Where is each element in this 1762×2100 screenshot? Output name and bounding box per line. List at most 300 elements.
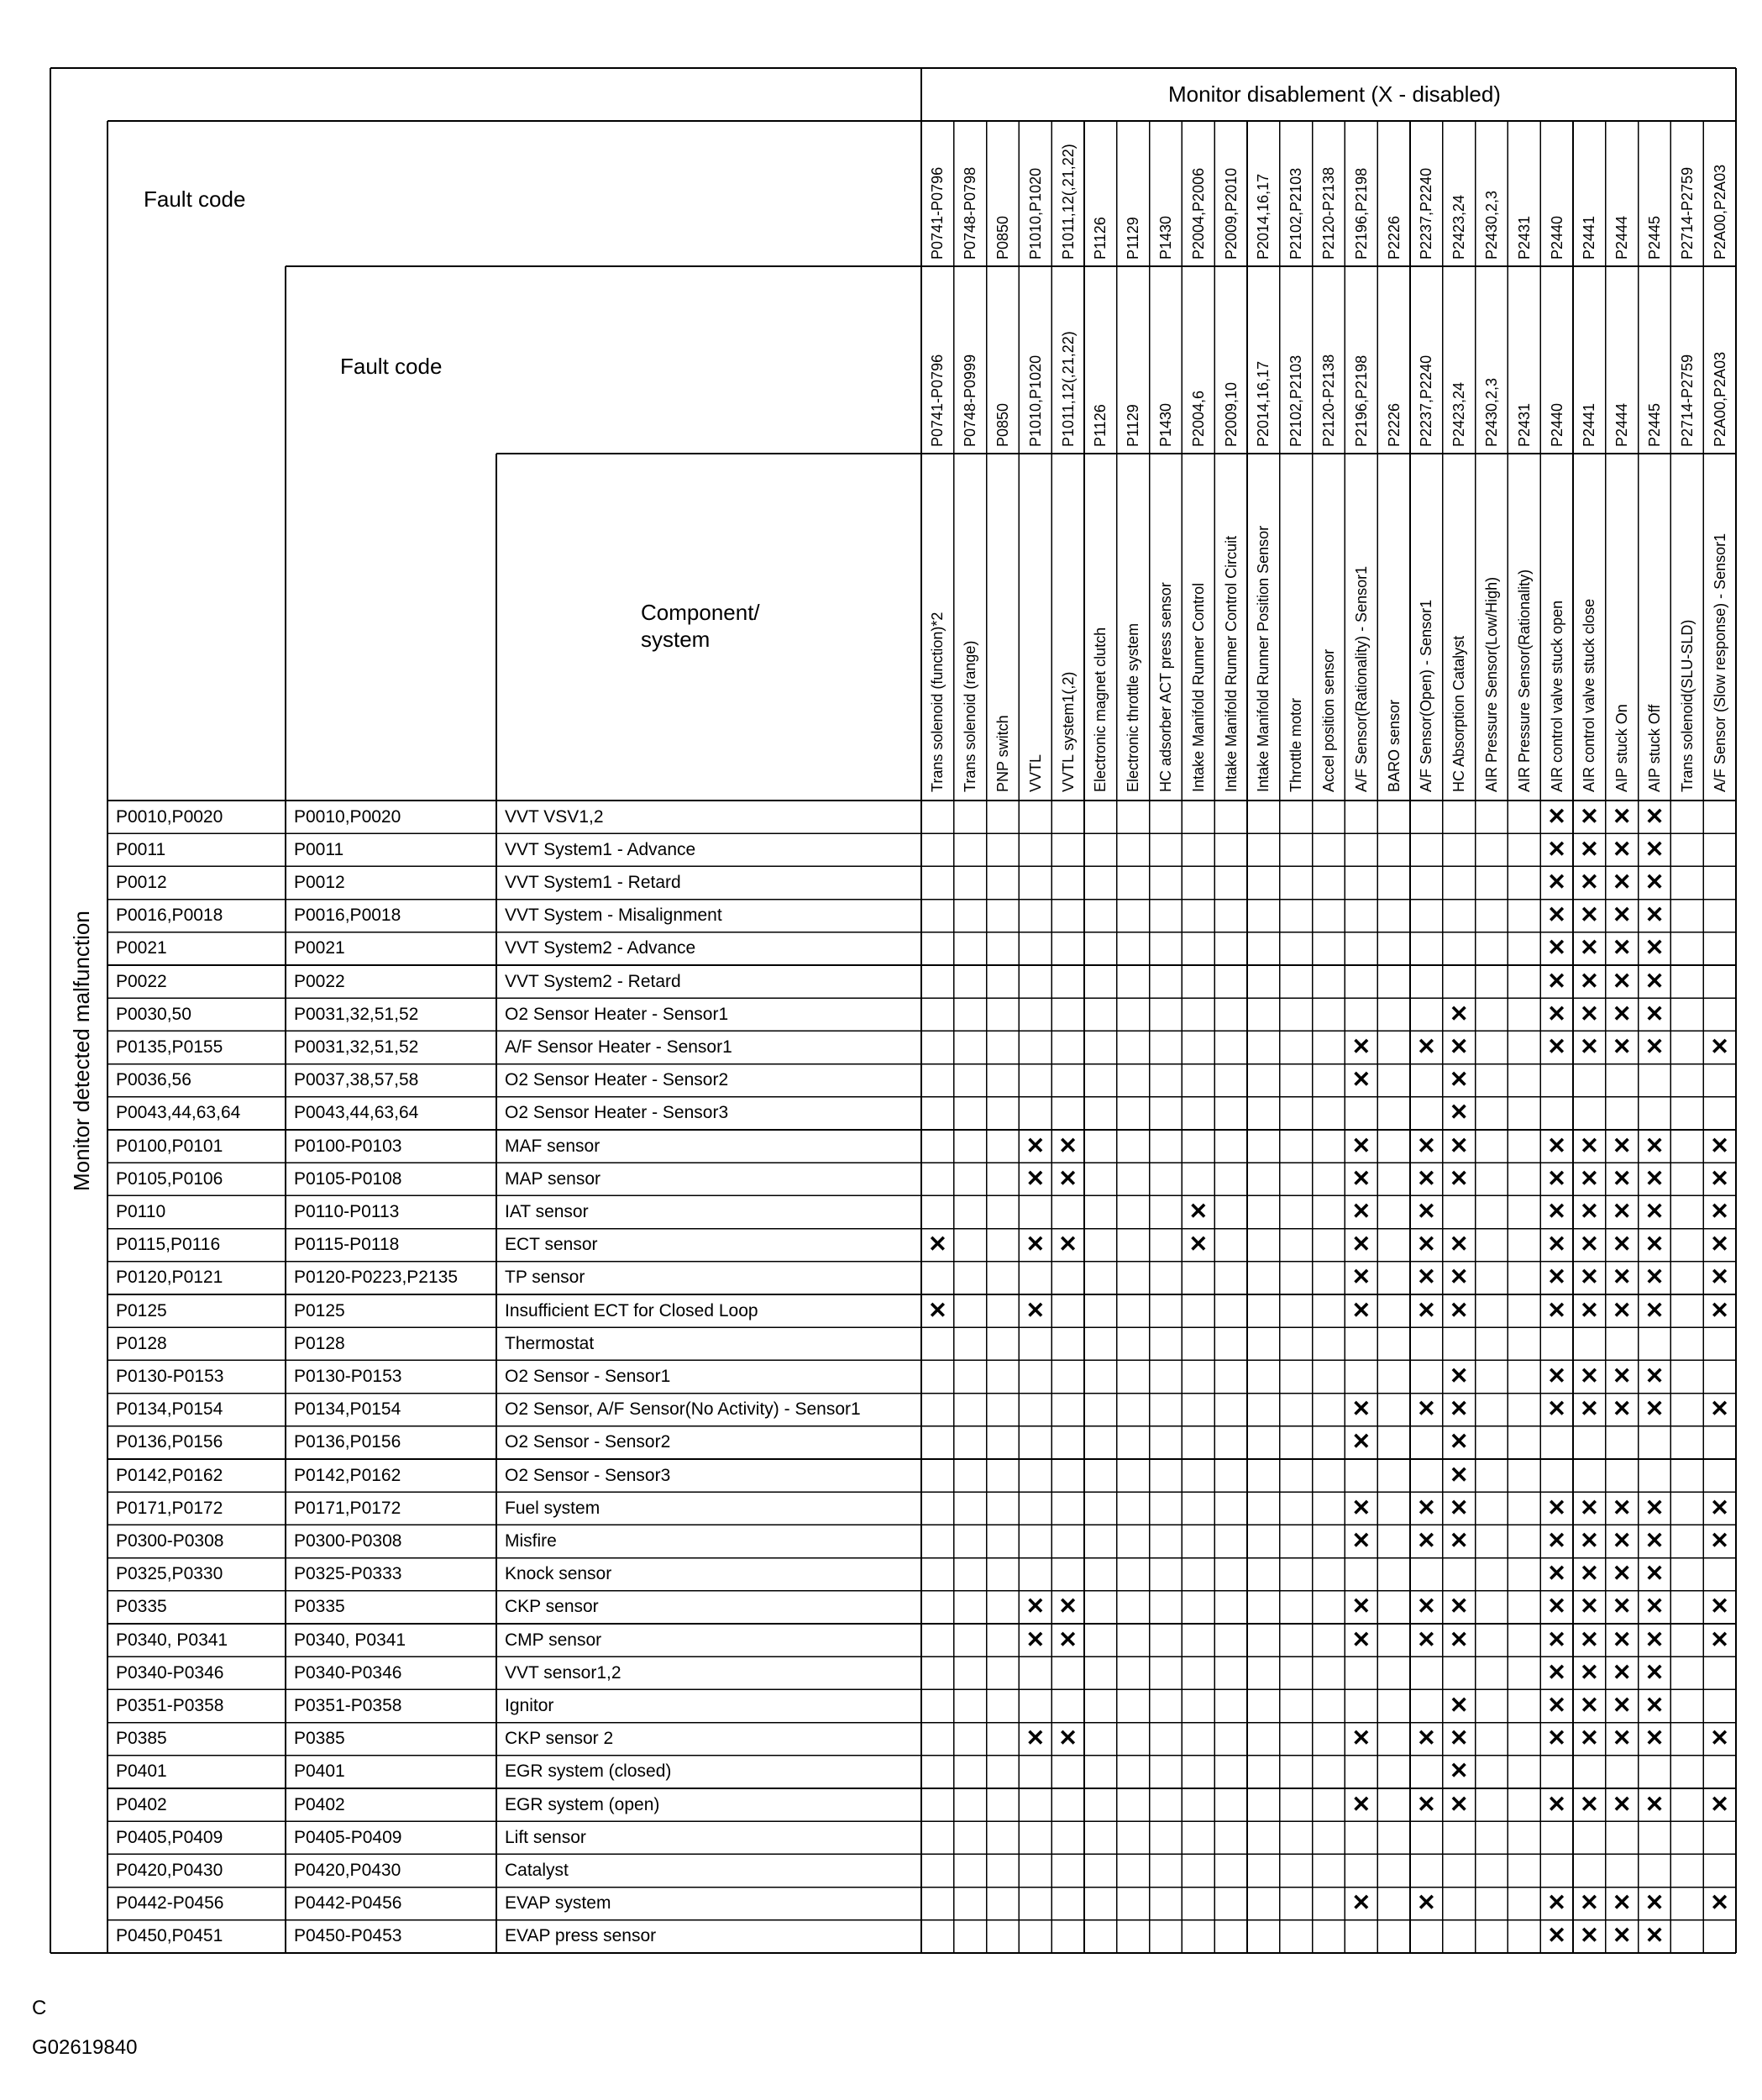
disabled-x-mark: ✕ — [1710, 1890, 1729, 1916]
disabled-x-mark: ✕ — [1644, 1264, 1665, 1290]
disabled-x-mark: ✕ — [1058, 1593, 1078, 1620]
disabled-x-mark: ✕ — [1612, 803, 1632, 829]
row-fault-code: P0405,P0409 — [116, 1827, 223, 1847]
disabled-x-mark: ✕ — [1580, 1199, 1599, 1224]
column-system-name: VVTL system1(,2) — [1059, 671, 1077, 792]
disabled-x-mark: ✕ — [1644, 1890, 1665, 1916]
row-component-system: Knock sensor — [505, 1564, 612, 1584]
column-code-top: P2441 — [1581, 215, 1598, 260]
row-fault-code: P0401 — [116, 1761, 167, 1782]
row-fault-code: P0128 — [116, 1333, 167, 1353]
figure-id: G02619840 — [32, 2036, 138, 2059]
column-code-mid: P1129 — [1125, 404, 1142, 447]
column-code-top: P1129 — [1125, 217, 1142, 260]
disabled-x-mark: ✕ — [1449, 1363, 1469, 1389]
disabled-x-mark: ✕ — [1058, 1132, 1078, 1158]
row-fault-code-detail: P0128 — [294, 1333, 345, 1353]
disabled-x-mark: ✕ — [1612, 1890, 1632, 1916]
column-code-top: P2102,P2103 — [1287, 167, 1305, 260]
disabled-x-mark: ✕ — [1547, 935, 1566, 961]
disabled-x-mark: ✕ — [1612, 1626, 1632, 1652]
row-fault-code-detail: P0120-P0223,P2135 — [294, 1268, 458, 1288]
row-fault-code-detail: P0012 — [294, 873, 345, 892]
disabled-x-mark: ✕ — [1580, 1561, 1599, 1587]
column-code-top: P0741-P0796 — [929, 166, 947, 260]
disabled-x-mark: ✕ — [1644, 1000, 1665, 1026]
column-code-mid: P2714-P2759 — [1678, 354, 1696, 447]
row-component-system: CKP sensor — [505, 1597, 599, 1617]
row-component-system: O2 Sensor Heater - Sensor1 — [505, 1004, 729, 1024]
disabled-x-mark: ✕ — [928, 1297, 947, 1323]
column-system-name: VVTL — [1026, 753, 1044, 792]
disabled-x-mark: ✕ — [1644, 803, 1665, 829]
disabled-x-mark: ✕ — [1547, 1494, 1566, 1520]
disabled-x-mark: ✕ — [1547, 1791, 1566, 1817]
row-component-system: VVT System2 - Advance — [505, 938, 696, 958]
disabled-x-mark: ✕ — [1612, 1297, 1632, 1323]
disabled-x-mark: ✕ — [1612, 1693, 1632, 1718]
fault-code-header-2: Fault code — [340, 354, 443, 379]
disabled-x-mark: ✕ — [1644, 1791, 1665, 1817]
disabled-x-mark: ✕ — [1547, 1132, 1566, 1158]
disabled-x-mark: ✕ — [1417, 1231, 1436, 1257]
disabled-x-mark: ✕ — [1710, 1593, 1729, 1620]
disabled-x-mark: ✕ — [1612, 1593, 1632, 1620]
disabled-x-mark: ✕ — [1710, 1231, 1729, 1257]
disabled-x-mark: ✕ — [1547, 1199, 1566, 1224]
row-component-system: TP sensor — [505, 1268, 585, 1288]
disabled-x-mark: ✕ — [1580, 1923, 1599, 1949]
row-component-system: Catalyst — [505, 1861, 569, 1880]
disabled-x-mark: ✕ — [1580, 1890, 1599, 1916]
column-code-top: P2009,P2010 — [1222, 167, 1240, 260]
row-fault-code: P0043,44,63,64 — [116, 1103, 241, 1123]
row-fault-code-detail: P0110-P0113 — [294, 1202, 400, 1221]
disabled-x-mark: ✕ — [1351, 1725, 1371, 1751]
row-fault-code: P0010,P0020 — [116, 806, 223, 827]
disabled-x-mark: ✕ — [1417, 1890, 1436, 1916]
disabled-x-mark: ✕ — [1547, 1231, 1566, 1257]
disabled-x-mark: ✕ — [1644, 1494, 1665, 1520]
row-fault-code-detail: P0011 — [294, 839, 344, 859]
disabled-x-mark: ✕ — [1025, 1165, 1046, 1191]
column-system-name: Accel position sensor — [1320, 648, 1337, 792]
disabled-x-mark: ✕ — [1644, 1923, 1665, 1949]
row-component-system: Thermostat — [505, 1333, 595, 1353]
disabled-x-mark: ✕ — [1710, 1725, 1729, 1751]
disabled-x-mark: ✕ — [1417, 1132, 1436, 1158]
column-code-top: P2714-P2759 — [1678, 166, 1696, 260]
disabled-x-mark: ✕ — [1580, 1000, 1599, 1026]
disabled-x-mark: ✕ — [1449, 1100, 1469, 1126]
disabled-x-mark: ✕ — [1351, 1132, 1371, 1158]
column-code-mid: P0741-P0796 — [929, 354, 947, 447]
column-code-top: P1010,P1020 — [1026, 167, 1044, 260]
column-code-mid: P0748-P0999 — [962, 354, 979, 447]
disabled-x-mark: ✕ — [1025, 1297, 1046, 1323]
column-code-mid: P2423,24 — [1450, 381, 1468, 447]
disabled-x-mark: ✕ — [1710, 1132, 1729, 1158]
row-fault-code-detail: P0022 — [294, 971, 345, 991]
row-fault-code-detail: P0335 — [294, 1597, 345, 1617]
disabled-x-mark: ✕ — [1449, 1396, 1469, 1422]
row-fault-code: P0450,P0451 — [116, 1926, 223, 1946]
disabled-x-mark: ✕ — [1644, 1132, 1665, 1158]
column-system-name: HC adsorber ACT press sensor — [1157, 582, 1174, 792]
disabled-x-mark: ✕ — [1547, 1725, 1566, 1751]
row-fault-code-detail: P0105-P0108 — [294, 1168, 402, 1189]
row-component-system: VVT System2 - Retard — [505, 971, 681, 991]
disabled-x-mark: ✕ — [1025, 1132, 1046, 1158]
column-code-top: P0850 — [994, 215, 1011, 260]
row-fault-code: P0402 — [116, 1794, 167, 1814]
footer-letter: C — [32, 1997, 47, 2019]
disabled-x-mark: ✕ — [1612, 1199, 1632, 1224]
row-fault-code-detail: P0043,44,63,64 — [294, 1103, 419, 1123]
row-fault-code-detail: P0142,P0162 — [294, 1465, 401, 1485]
row-fault-code-detail: P0125 — [294, 1300, 345, 1320]
row-fault-code: P0142,P0162 — [116, 1465, 223, 1485]
row-fault-code: P0340, P0341 — [116, 1630, 228, 1650]
disabled-x-mark: ✕ — [1351, 1396, 1371, 1422]
disabled-x-mark: ✕ — [1351, 1034, 1371, 1059]
column-code-mid: P1011,12(,21,22) — [1059, 331, 1077, 447]
disabled-x-mark: ✕ — [1580, 1791, 1599, 1817]
row-component-system: O2 Sensor - Sensor3 — [505, 1465, 671, 1485]
disabled-x-mark: ✕ — [1580, 1725, 1599, 1751]
disabled-x-mark: ✕ — [1547, 1593, 1566, 1620]
disabled-x-mark: ✕ — [1547, 1396, 1566, 1422]
disabled-x-mark: ✕ — [1417, 1494, 1436, 1520]
disabled-x-mark: ✕ — [1351, 1165, 1371, 1191]
column-code-mid: P1010,P1020 — [1026, 354, 1044, 447]
row-fault-code: P0385 — [116, 1729, 167, 1749]
disabled-x-mark: ✕ — [1547, 968, 1566, 994]
row-fault-code: P0036,56 — [116, 1070, 191, 1090]
disabled-x-mark: ✕ — [1612, 1034, 1632, 1059]
fault-code-header-1: Fault code — [144, 186, 246, 212]
disabled-x-mark: ✕ — [1351, 1231, 1371, 1257]
disabled-x-mark: ✕ — [1351, 1199, 1371, 1224]
disabled-x-mark: ✕ — [1449, 1264, 1469, 1290]
disabled-x-mark: ✕ — [1580, 968, 1599, 994]
row-component-system: Lift sensor — [505, 1827, 586, 1847]
row-fault-code-detail: P0010,P0020 — [294, 806, 401, 827]
disabled-x-mark: ✕ — [1644, 1659, 1665, 1685]
row-fault-code: P0134,P0154 — [116, 1399, 223, 1420]
disabled-x-mark: ✕ — [1417, 1725, 1436, 1751]
column-code-mid: P2237,P2240 — [1418, 354, 1435, 447]
disabled-x-mark: ✕ — [1417, 1297, 1436, 1323]
disabled-x-mark: ✕ — [1449, 1231, 1469, 1257]
disabled-x-mark: ✕ — [1547, 1264, 1566, 1290]
disabled-x-mark: ✕ — [1644, 869, 1665, 895]
row-fault-code-detail: P0016,P0018 — [294, 906, 401, 926]
disabled-x-mark: ✕ — [1351, 1528, 1371, 1553]
column-code-top: P2196,P2198 — [1352, 167, 1370, 260]
row-component-system: Fuel system — [505, 1498, 600, 1518]
column-code-top: P1126 — [1092, 217, 1109, 260]
column-system-name: Intake Manifold Runner Position Sensor — [1255, 525, 1272, 792]
row-fault-code-detail: P0134,P0154 — [294, 1399, 401, 1420]
column-code-top: P1430 — [1157, 215, 1174, 260]
column-code-top: P2226 — [1385, 215, 1403, 260]
column-system-name: A/F Sensor(Rationality) - Sensor1 — [1352, 565, 1370, 792]
disabled-x-mark: ✕ — [1449, 1165, 1469, 1191]
row-component-system: ECT sensor — [505, 1235, 598, 1255]
disabled-x-mark: ✕ — [928, 1231, 947, 1257]
row-fault-code-detail: P0402 — [294, 1794, 345, 1814]
column-system-name: A/F Sensor(Open) - Sensor1 — [1418, 599, 1435, 792]
disabled-x-mark: ✕ — [1644, 1693, 1665, 1718]
row-fault-code: P0016,P0018 — [116, 906, 223, 926]
column-code-mid: P1126 — [1092, 404, 1109, 447]
disabled-x-mark: ✕ — [1417, 1165, 1436, 1191]
row-component-system: O2 Sensor - Sensor1 — [505, 1367, 671, 1386]
disabled-x-mark: ✕ — [1417, 1264, 1436, 1290]
row-fault-code: P0300-P0308 — [116, 1531, 224, 1551]
disabled-x-mark: ✕ — [1351, 1626, 1371, 1652]
disabled-x-mark: ✕ — [1188, 1231, 1209, 1257]
row-fault-code-detail: P0442-P0456 — [294, 1893, 402, 1914]
disabled-x-mark: ✕ — [1547, 803, 1566, 829]
column-system-name: Electronic throttle system — [1125, 622, 1142, 792]
column-code-mid: P2445 — [1646, 402, 1663, 447]
column-code-top: P2004,P2006 — [1189, 167, 1207, 260]
disabled-x-mark: ✕ — [1580, 1363, 1599, 1389]
disabled-x-mark: ✕ — [1710, 1626, 1729, 1652]
disabled-x-mark: ✕ — [1188, 1199, 1209, 1224]
disabled-x-mark: ✕ — [1449, 1000, 1469, 1026]
row-component-system: VVT System1 - Advance — [505, 839, 696, 859]
disabled-x-mark: ✕ — [1580, 1626, 1599, 1652]
disabled-x-mark: ✕ — [1612, 1396, 1632, 1422]
row-component-system: Ignitor — [505, 1696, 554, 1715]
row-fault-code: P0115,P0116 — [116, 1235, 221, 1255]
disabled-x-mark: ✕ — [1351, 1494, 1371, 1520]
disabled-x-mark: ✕ — [1058, 1231, 1078, 1257]
disabled-x-mark: ✕ — [1612, 1791, 1632, 1817]
disabled-x-mark: ✕ — [1449, 1429, 1469, 1455]
disabled-x-mark: ✕ — [1058, 1725, 1078, 1751]
disabled-x-mark: ✕ — [1547, 1561, 1566, 1587]
row-fault-code: P0135,P0155 — [116, 1037, 223, 1057]
row-fault-code: P0105,P0106 — [116, 1168, 223, 1189]
row-component-system: CKP sensor 2 — [505, 1729, 614, 1749]
disabled-x-mark: ✕ — [1351, 1429, 1371, 1455]
disabled-x-mark: ✕ — [1449, 1593, 1469, 1620]
column-code-mid: P2431 — [1515, 402, 1533, 447]
row-fault-code: P0012 — [116, 873, 167, 892]
column-system-name: A/F Sensor (Slow response) - Sensor1 — [1711, 533, 1728, 792]
row-fault-code-detail: P0171,P0172 — [294, 1498, 401, 1518]
disabled-x-mark: ✕ — [1644, 1165, 1665, 1191]
column-code-top: P2014,16,17 — [1255, 173, 1272, 260]
disabled-x-mark: ✕ — [1547, 1000, 1566, 1026]
disabled-x-mark: ✕ — [1449, 1297, 1469, 1323]
disabled-x-mark: ✕ — [1710, 1199, 1729, 1224]
row-fault-code: P0171,P0172 — [116, 1498, 223, 1518]
row-fault-code-detail: P0136,P0156 — [294, 1432, 401, 1452]
row-fault-code: P0120,P0121 — [116, 1268, 223, 1288]
row-fault-code: P0011 — [116, 839, 166, 859]
disabled-x-mark: ✕ — [1710, 1791, 1729, 1817]
disabled-x-mark: ✕ — [1547, 1659, 1566, 1685]
row-fault-code-detail: P0300-P0308 — [294, 1531, 402, 1551]
row-fault-code: P0420,P0430 — [116, 1861, 223, 1880]
disabled-x-mark: ✕ — [1547, 1626, 1566, 1652]
disabled-x-mark: ✕ — [1449, 1693, 1469, 1718]
row-fault-code: P0335 — [116, 1597, 167, 1617]
disabled-x-mark: ✕ — [1449, 1725, 1469, 1751]
row-fault-code: P0442-P0456 — [116, 1893, 224, 1914]
row-component-system: EGR system (open) — [505, 1794, 660, 1814]
disabled-x-mark: ✕ — [1580, 1396, 1599, 1422]
disabled-x-mark: ✕ — [1547, 1034, 1566, 1059]
row-fault-code-detail: P0385 — [294, 1729, 345, 1749]
column-system-name: Trans solenoid (function)*2 — [929, 612, 947, 792]
disabled-x-mark: ✕ — [1644, 1626, 1665, 1652]
column-system-name: HC Absorption Catalyst — [1450, 635, 1468, 792]
disabled-x-mark: ✕ — [1580, 1132, 1599, 1158]
disabled-x-mark: ✕ — [1058, 1626, 1078, 1652]
disabled-x-mark: ✕ — [1644, 968, 1665, 994]
row-component-system: IAT sensor — [505, 1202, 589, 1221]
disabled-x-mark: ✕ — [1351, 1593, 1371, 1620]
disabled-x-mark: ✕ — [1580, 1693, 1599, 1718]
disabled-x-mark: ✕ — [1710, 1297, 1729, 1323]
disabled-x-mark: ✕ — [1025, 1593, 1046, 1620]
disabled-x-mark: ✕ — [1449, 1067, 1469, 1093]
row-fault-code: P0125 — [116, 1300, 167, 1320]
disabled-x-mark: ✕ — [1580, 869, 1599, 895]
column-system-name: PNP switch — [994, 715, 1011, 792]
column-code-mid: P2014,16,17 — [1255, 360, 1272, 447]
disabled-x-mark: ✕ — [1612, 869, 1632, 895]
disabled-x-mark: ✕ — [1710, 1264, 1729, 1290]
disabled-x-mark: ✕ — [1644, 1725, 1665, 1751]
disabled-x-mark: ✕ — [1710, 1528, 1729, 1553]
disabled-x-mark: ✕ — [1580, 1659, 1599, 1685]
row-fault-code: P0351-P0358 — [116, 1696, 224, 1715]
disabled-x-mark: ✕ — [1612, 902, 1632, 928]
disabled-x-mark: ✕ — [1449, 1758, 1469, 1784]
column-code-mid: P2102,P2103 — [1287, 354, 1305, 447]
row-fault-code: P0325,P0330 — [116, 1564, 223, 1584]
column-system-name: Intake Manifold Runner Control Circuit — [1222, 535, 1240, 792]
column-code-mid: P2009,10 — [1222, 381, 1240, 447]
row-component-system: O2 Sensor, A/F Sensor(No Activity) - Sensor1 — [505, 1399, 861, 1420]
column-code-top: P2440 — [1548, 215, 1565, 260]
component-header-line1: Component/ — [641, 600, 760, 625]
row-component-system: O2 Sensor Heater - Sensor3 — [505, 1103, 729, 1123]
row-fault-code-detail: P0420,P0430 — [294, 1861, 401, 1880]
row-component-system: VVT System1 - Retard — [505, 873, 681, 892]
disabled-x-mark: ✕ — [1547, 1165, 1566, 1191]
disabled-x-mark: ✕ — [1351, 1791, 1371, 1817]
column-code-mid: P0850 — [994, 402, 1011, 447]
disabled-x-mark: ✕ — [1417, 1528, 1436, 1553]
disabled-x-mark: ✕ — [1580, 935, 1599, 961]
disabled-x-mark: ✕ — [1025, 1725, 1046, 1751]
column-code-mid: P2444 — [1613, 402, 1631, 447]
column-system-name: AIR Pressure Sensor(Low/High) — [1483, 576, 1500, 792]
row-component-system: MAF sensor — [505, 1136, 600, 1156]
disabled-x-mark: ✕ — [1547, 1923, 1566, 1949]
row-fault-code-detail: P0031,32,51,52 — [294, 1037, 419, 1057]
disabled-x-mark: ✕ — [1644, 902, 1665, 928]
row-component-system: O2 Sensor - Sensor2 — [505, 1432, 671, 1452]
disabled-x-mark: ✕ — [1644, 1528, 1665, 1553]
row-component-system: MAP sensor — [505, 1168, 600, 1189]
row-fault-code-detail: P0325-P0333 — [294, 1564, 402, 1584]
disabled-x-mark: ✕ — [1710, 1034, 1729, 1059]
disabled-x-mark: ✕ — [1417, 1791, 1436, 1817]
disabled-x-mark: ✕ — [1644, 1297, 1665, 1323]
disabled-x-mark: ✕ — [1612, 1494, 1632, 1520]
row-component-system: A/F Sensor Heater - Sensor1 — [505, 1037, 732, 1057]
row-component-system: VVT sensor1,2 — [505, 1662, 621, 1683]
disabled-x-mark: ✕ — [1612, 1561, 1632, 1587]
disabled-x-mark: ✕ — [1644, 935, 1665, 961]
row-fault-code: P0022 — [116, 971, 167, 991]
column-code-mid: P2A00,P2A03 — [1711, 351, 1728, 447]
column-code-top: P2237,P2240 — [1418, 167, 1435, 260]
disabled-x-mark: ✕ — [1580, 1034, 1599, 1059]
column-system-name: AIR Pressure Sensor(Rationality) — [1515, 569, 1533, 792]
row-component-system: O2 Sensor Heater - Sensor2 — [505, 1070, 729, 1090]
column-system-name: AIR control valve stuck close — [1581, 598, 1598, 792]
disabled-x-mark: ✕ — [1417, 1626, 1436, 1652]
disabled-x-mark: ✕ — [1417, 1034, 1436, 1059]
disabled-x-mark: ✕ — [1547, 869, 1566, 895]
disabled-x-mark: ✕ — [1612, 1165, 1632, 1191]
disabled-x-mark: ✕ — [1417, 1396, 1436, 1422]
column-code-top: P1011,12(,21,22) — [1059, 144, 1077, 260]
row-fault-code-detail: P0037,38,57,58 — [294, 1070, 419, 1090]
disabled-x-mark: ✕ — [1351, 1890, 1371, 1916]
disabled-x-mark: ✕ — [1547, 1297, 1566, 1323]
disabled-x-mark: ✕ — [1547, 902, 1566, 928]
disabled-x-mark: ✕ — [1449, 1528, 1469, 1553]
disabled-x-mark: ✕ — [1547, 1693, 1566, 1718]
disabled-x-mark: ✕ — [1644, 1199, 1665, 1224]
disabled-x-mark: ✕ — [1644, 1561, 1665, 1587]
row-fault-code-detail: P0031,32,51,52 — [294, 1004, 419, 1024]
row-component-system: EGR system (closed) — [505, 1761, 672, 1782]
row-fault-code-detail: P0340-P0346 — [294, 1662, 402, 1683]
row-fault-code: P0130-P0153 — [116, 1367, 224, 1386]
column-system-name: Throttle motor — [1287, 697, 1305, 792]
disabled-x-mark: ✕ — [1351, 1297, 1371, 1323]
disabled-x-mark: ✕ — [1449, 1462, 1469, 1488]
column-system-name: AIP stuck On — [1613, 704, 1631, 792]
disabled-x-mark: ✕ — [1580, 1231, 1599, 1257]
column-code-mid: P2430,2,3 — [1483, 377, 1500, 447]
disabled-x-mark: ✕ — [1547, 836, 1566, 862]
disabled-x-mark: ✕ — [1710, 1396, 1729, 1422]
disabled-x-mark: ✕ — [1449, 1791, 1469, 1817]
column-system-name: Intake Manifold Runner Control — [1189, 582, 1207, 792]
column-system-name: AIP stuck Off — [1646, 704, 1663, 792]
disabled-x-mark: ✕ — [1644, 1396, 1665, 1422]
disabled-x-mark: ✕ — [1417, 1199, 1436, 1224]
column-code-top: P2430,2,3 — [1483, 190, 1500, 260]
row-component-system: EVAP press sensor — [505, 1926, 657, 1946]
row-fault-code: P0340-P0346 — [116, 1662, 224, 1683]
row-fault-code-detail: P0100-P0103 — [294, 1136, 402, 1156]
column-code-top: P2423,24 — [1450, 194, 1468, 260]
